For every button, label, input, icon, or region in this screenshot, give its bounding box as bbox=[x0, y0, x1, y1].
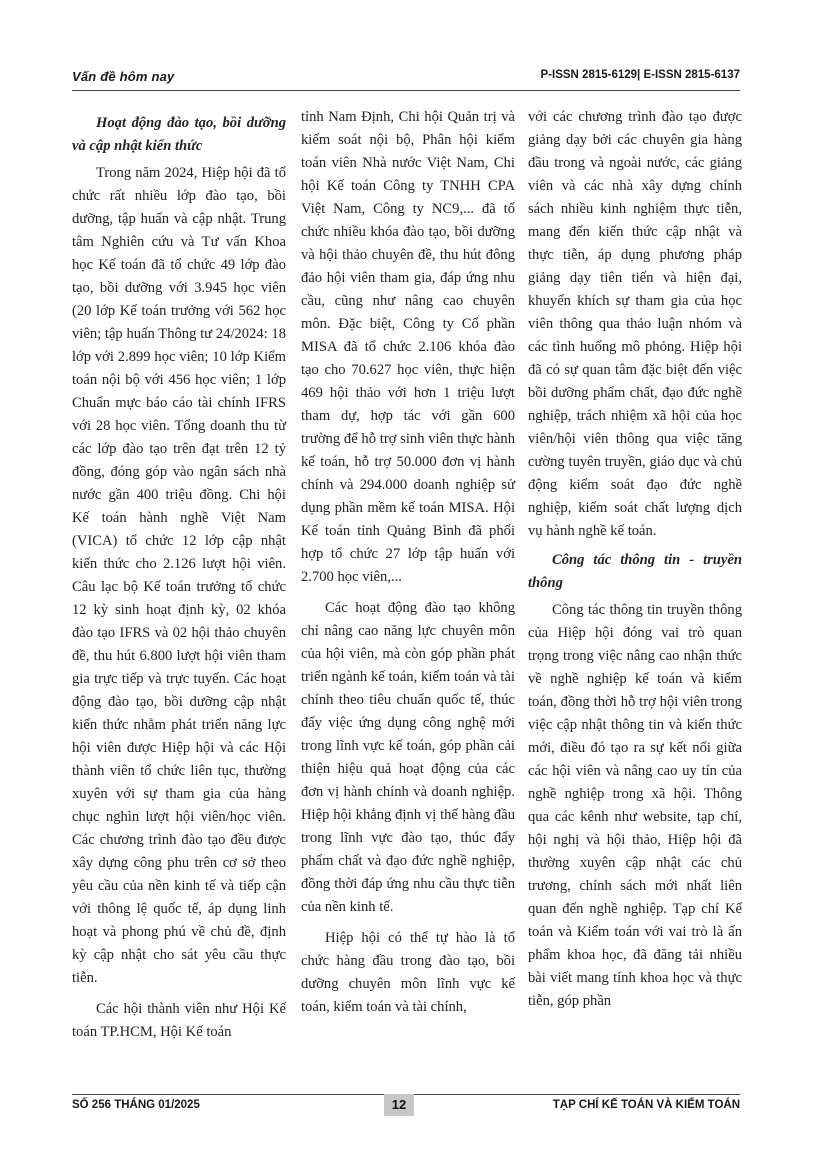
journal-name: TẠP CHÍ KẾ TOÁN VÀ KIỂM TOÁN bbox=[552, 1099, 740, 1111]
paragraph: Các hoạt động đào tạo không chỉ nâng cao năng lực chuyên môn của hội viên, mà còn góp phần phát triển ngành kế toán, kiểm toán và tài chính theo tiêu chuẩn quốc tế, thúc đẩy việc ứng dụng công nghệ mới trong lĩnh vực kế toán, góp phần cải thiện hiệu quả hoạt động của các đơn vị hành chính và doanh nghiệp. Hiệp hội khẳng định vị thế hàng đầu trong lĩnh vực đào tạo, thúc đẩy phẩm chất và đạo đức nghề nghiệp, đồng thời đáp ứng nhu cầu thực tiễn của nền kinh tế. bbox=[301, 600, 515, 915]
page-header bbox=[72, 66, 740, 90]
page-number: 12 bbox=[384, 1094, 414, 1116]
section-heading-communication: Công tác thông tin - truyền thông bbox=[528, 552, 742, 591]
article-column-1 bbox=[72, 106, 286, 1044]
header-divider bbox=[72, 90, 740, 91]
paragraph: tỉnh Nam Định, Chi hội Quản trị và kiểm soát nội bộ, Phân hội kiểm toán viên Nhà nước Việt Nam, Chi hội Kế toán Công ty TNHH CPA Việt Nam, Công ty NC9,... đã tổ chức nhiều khóa đào tạo, bồi dưỡng và hội thảo chuyên đề, thu hút đông đảo hội viên tham gia, đáp ứng nhu cầu, cũng như nâng cao chuyên môn. Đặc biệt, Công ty Cổ phần MISA đã tổ chức 2.106 khóa đào tạo cho 70.627 học viên, thực hiện 469 hội thảo với hơn 1 triệu lượt tham dự, hợp tác với gần 600 trường để hỗ trợ sinh viên thực hành kế toán, hỗ trợ 50.000 đơn vị hành chính và 294.000 doanh nghiệp sử dụng phần mềm kế toán MISA. Hội Kế toán tỉnh Quảng Bình đã phối hợp tổ chức 27 lớp tập huấn với 2.700 học viên,... bbox=[301, 109, 515, 585]
article-column-2 bbox=[301, 106, 515, 1019]
paragraph: Các hội thành viên như Hội Kế toán TP.HCM, Hội Kế toán bbox=[72, 1001, 286, 1040]
paragraph: Trong năm 2024, Hiệp hội đã tổ chức rất nhiều lớp đào tạo, bồi dưỡng, tập huấn và cập nhật. Trung tâm Nghiên cứu và Tư vấn Khoa học Kế toán đã tổ chức 49 lớp đào tạo, bồi dưỡng với 3.945 học viên (20 lớp Kế toán trưởng với 562 học viên; tập huấn Thông tư 24/2024: 18 lớp với 2.899 học viên; 10 lớp Kiểm toán nội bộ với 456 học viên; 1 lớp Chuẩn mực báo cáo tài chính IFRS với 28 học viên. Tổng doanh thu từ các lớp đào tạo trên đạt trên 12 tỷ đồng, đóng góp vào ngân sách nhà nước gần 400 triệu đồng. Chi hội Kế toán hành nghề Việt Nam (VICA) tổ chức 12 lớp cập nhật kiến thức cho 2.126 lượt hội viên. Câu lạc bộ Kế toán trưởng tổ chức 12 kỳ sinh hoạt định kỳ, 02 khóa đào tạo IFRS và 02 hội thảo chuyên đề, thu hút 6.800 lượt hội viên tham gia trực tiếp và trực tuyến. Các hoạt động đào tạo, bồi dưỡng cập nhật kiến thức nhằm phát triển năng lực hội viên được Hiệp hội và các Hội thành viên tổ chức liên tục, thường xuyên với sự tham gia của hàng chục nghìn lượt hội viên/học viên. Các chương trình đào tạo đều được xây dựng công phu trên cơ sở theo yêu cầu của nền kinh tế và tiếp cận với thông lệ quốc tế, áp dụng linh hoạt và phong phú về chủ đề, định kỳ cập nhật cho sát yêu cầu thực tiễn. bbox=[72, 165, 286, 986]
paragraph: Công tác thông tin truyền thông của Hiệp hội đóng vai trò quan trọng trong việc nâng cao nhận thức về nghề nghiệp kế toán và kiểm toán, đồng thời hỗ trợ hội viên trong việc cập nhật thông tin và kiến thức mới, điều đó tạo ra sự kết nối giữa các hội viên và nâng cao uy tín của nghề nghiệp trong xã hội. Thông qua các kênh như website, tạp chí, hội nghị và hội thảo, Hiệp hội đã thường xuyên cập nhật các chủ trương, chính sách mới nhất liên quan đến nghề nghiệp. Tạp chí Kế toán và Kiểm toán với vai trò là ấn phẩm khoa học, đã đăng tải nhiều bài viết mang tính khoa học và thực tiễn, góp phần bbox=[528, 602, 742, 1009]
section-heading-training: Hoạt động đào tạo, bồi dưỡng và cập nhật kiến thức bbox=[72, 115, 286, 154]
issue-label: SỐ 256 THÁNG 01/2025 bbox=[72, 1099, 200, 1111]
paragraph: Hiệp hội có thể tự hào là tổ chức hàng đầu trong đào tạo, bồi dưỡng chuyên môn lĩnh vực kế toán, kiểm toán và tài chính, bbox=[301, 930, 515, 1015]
issn-label: P-ISSN 2815-6129| E-ISSN 2815-6137 bbox=[540, 69, 740, 81]
paragraph: với các chương trình đào tạo được giảng dạy bởi các chuyên gia hàng đầu trong và ngoài nước, các giảng viên và các nhà xây dựng chính sách nhiều kinh nghiệm thực tiễn, mang đến kiến thức cập nhật và thực tiễn, áp dụng phương pháp giảng dạy tiên tiến và hiện đại, khuyến khích sự tham gia của học viên thông qua thảo luận nhóm và các tình huống mô phỏng. Hiệp hội đã có sự quan tâm đặc biệt đến việc bồi dưỡng phẩm chất, đạo đức nghề nghiệp, trách nhiệm xã hội của học viên/hội viên thông qua việc tăng cường tuyên truyền, giáo dục và chủ động kiểm soát đạo đức nghề nghiệp, kiểm soát chất lượng dịch vụ hành nghề kế toán. bbox=[528, 109, 742, 539]
article-column-3 bbox=[528, 106, 742, 1013]
section-label: Vấn đề hôm nay bbox=[72, 69, 175, 84]
